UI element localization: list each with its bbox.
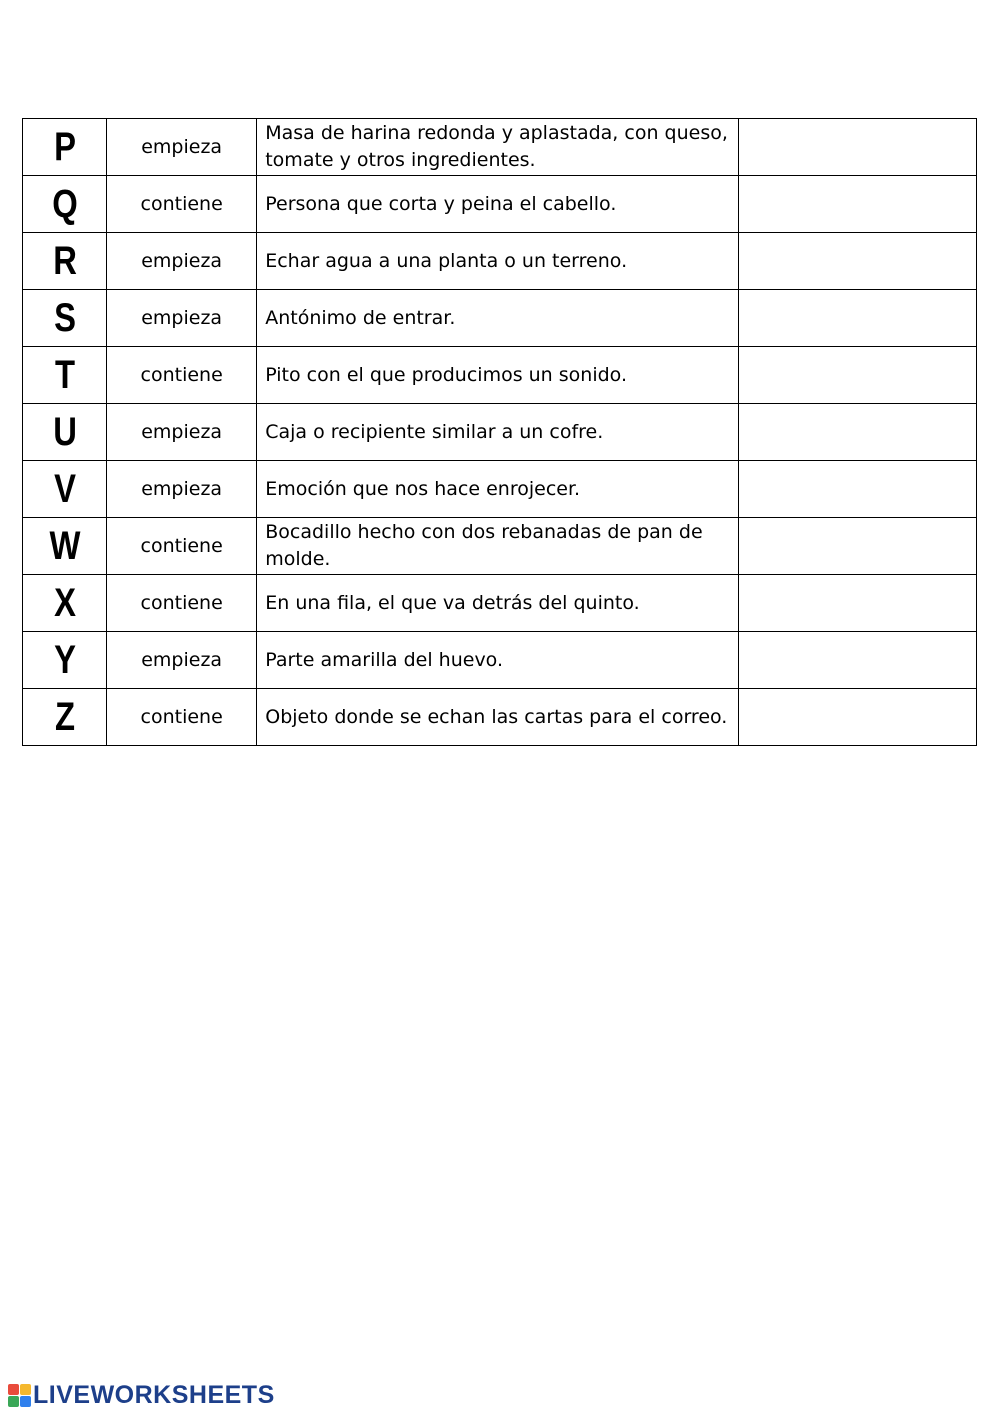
definition-cell: Echar agua a una planta o un terreno. [257, 233, 739, 290]
answer-field[interactable] [738, 575, 976, 632]
definition-cell: Persona que corta y peina el cabello. [257, 176, 739, 233]
definition-cell: Masa de harina redonda y aplastada, con queso, tomate y otros ingredientes. [257, 119, 739, 176]
definition-cell: Antónimo de entrar. [257, 290, 739, 347]
type-cell: empieza [107, 404, 257, 461]
table-row [23, 461, 977, 518]
type-cell: empieza [107, 632, 257, 689]
type-cell: contiene [107, 347, 257, 404]
table-row [23, 575, 977, 632]
logo-square-yellow [20, 1384, 31, 1395]
alphabet-quiz-table [22, 118, 977, 746]
answer-field[interactable] [738, 290, 976, 347]
table-row [23, 176, 977, 233]
letter-cell: V [30, 461, 99, 518]
logo-square-red [8, 1384, 19, 1395]
answer-field[interactable] [738, 119, 976, 176]
definition-cell: Pito con el que producimos un sonido. [257, 347, 739, 404]
table-row [23, 347, 977, 404]
answer-field[interactable] [738, 689, 976, 746]
type-cell: empieza [107, 461, 257, 518]
letter-cell: T [30, 347, 99, 404]
definition-cell: Emoción que nos hace enrojecer. [257, 461, 739, 518]
type-cell: contiene [107, 176, 257, 233]
logo-square-green [8, 1396, 19, 1407]
letter-cell: Z [30, 689, 99, 746]
table-row [23, 518, 977, 575]
letter-cell: Y [30, 632, 99, 689]
answer-field[interactable] [738, 347, 976, 404]
letter-cell: S [30, 290, 99, 347]
letter-cell: X [30, 575, 99, 632]
table-row [23, 632, 977, 689]
liveworksheets-logo-icon [8, 1384, 31, 1407]
table-row [23, 233, 977, 290]
answer-field[interactable] [738, 461, 976, 518]
type-cell: contiene [107, 518, 257, 575]
answer-field[interactable] [738, 632, 976, 689]
letter-cell: U [30, 404, 99, 461]
definition-cell: Objeto donde se echan las cartas para el correo. [257, 689, 739, 746]
type-cell: empieza [107, 233, 257, 290]
letter-cell: R [30, 233, 99, 290]
letter-cell: P [30, 119, 99, 176]
table-row [23, 290, 977, 347]
liveworksheets-logo[interactable] [8, 1380, 275, 1410]
answer-field[interactable] [738, 233, 976, 290]
type-cell: empieza [107, 290, 257, 347]
type-cell: contiene [107, 689, 257, 746]
answer-field[interactable] [738, 404, 976, 461]
answer-field[interactable] [738, 518, 976, 575]
type-cell: empieza [107, 119, 257, 176]
definition-cell: Caja o recipiente similar a un cofre. [257, 404, 739, 461]
definition-cell: Parte amarilla del huevo. [257, 632, 739, 689]
table-row [23, 119, 977, 176]
letter-cell: W [30, 518, 99, 575]
letter-cell: Q [30, 176, 99, 233]
definition-cell: En una fila, el que va detrás del quinto. [257, 575, 739, 632]
definition-cell: Bocadillo hecho con dos rebanadas de pan de molde. [257, 518, 739, 575]
table-row [23, 404, 977, 461]
table-row [23, 689, 977, 746]
answer-field[interactable] [738, 176, 976, 233]
logo-square-blue [20, 1396, 31, 1407]
type-cell: contiene [107, 575, 257, 632]
logo-text: LIVEWORKSHEETS [33, 1380, 275, 1409]
